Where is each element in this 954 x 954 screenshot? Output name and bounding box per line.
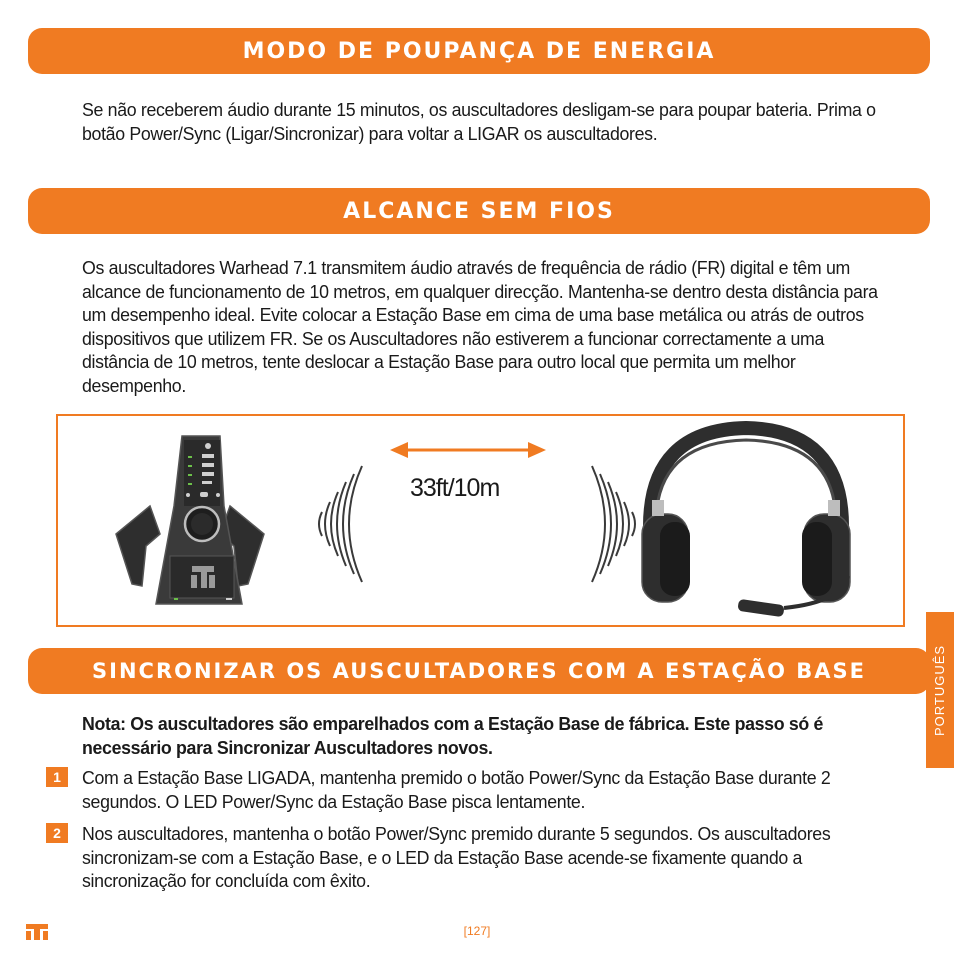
double-arrow-icon — [390, 442, 546, 458]
headset-image — [642, 428, 850, 617]
sync-note: Nota: Os auscultadores são emparelhados com a Estação Base de fábrica. Este passo só é necessário para Sincronizar Auscultadores novos. — [82, 713, 824, 758]
language-tab-label: PORTUGUÊS — [932, 644, 948, 736]
sync-step-1-text: Com a Estação Base LIGADA, mantenha premido o botão Power/Sync da Estação Base durante 2 segundos. O LED Power/Sync da Estação Base pisca lentamente. — [82, 767, 831, 812]
sync-step-2-text: Nos auscultadores, mantenha o botão Power/Sync premido durante 5 segundos. Os auscultadores sincronizam-se com a Estação Base, e o LED da Estação Base acende-se fixamente quando a sincronização for concluída com êxito. — [82, 823, 831, 891]
wireless-waves-icon — [592, 466, 635, 582]
language-tab — [926, 612, 954, 768]
range-illustration-graphic — [58, 416, 903, 625]
section-title-energy-saving: MODO DE POUPANÇA DE ENERGIA — [28, 28, 930, 74]
distance-label: 33ft/10m — [410, 474, 500, 502]
wireless-range-paragraph: Os auscultadores Warhead 7.1 transmitem áudio através de frequência de rádio (FR) digital e têm um alcance de funcionamento de 10 metros, em qualquer direcção. Mantenha-se dentro desta distância para um desempenho ideal. Evite colocar a Estação Base em cima de uma base metálica ou atrás de outros dispositivos que utilizem FR. Se os Auscultadores não estiverem a funcionar correctamente a uma distância de 10 metros, tente deslocar a Estação Base para outro local que permita um melhor desempenho. — [82, 257, 878, 396]
section-title-sync: SINCRONIZAR OS AUSCULTADORES COM A ESTAÇÃO BASE — [28, 648, 930, 694]
section-title-wireless-range: ALCANCE SEM FIOS — [28, 188, 930, 234]
page-number: [127] — [463, 924, 491, 938]
wireless-waves-icon — [319, 466, 362, 582]
energy-saving-paragraph: Se não receberem áudio durante 15 minutos, os auscultadores desligam-se para poupar bateria. Prima o botão Power/Sync (Ligar/Sincronizar) para voltar a LIGAR os auscultadores. — [82, 99, 876, 144]
step-number-2: 2 — [46, 823, 68, 843]
base-station-image — [116, 436, 264, 604]
step-number-1: 1 — [46, 767, 68, 787]
range-illustration — [56, 414, 905, 627]
